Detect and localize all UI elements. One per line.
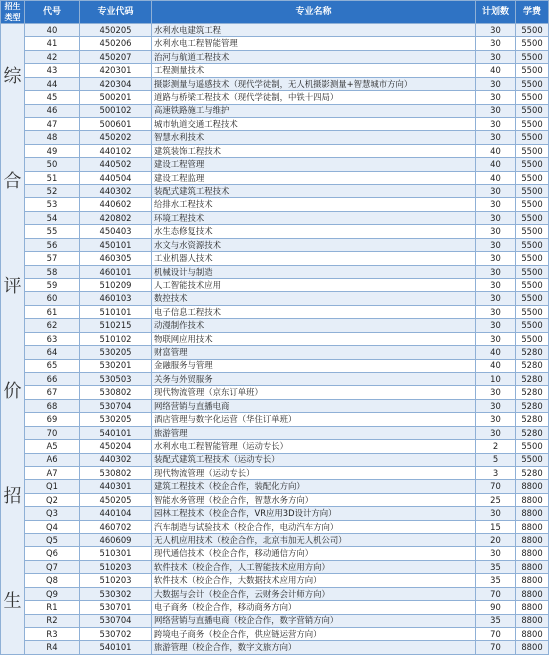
table-row [1,37,549,50]
major-name-cell: 物联网应用技术 [152,332,476,345]
header-fee: 学费 [516,1,549,24]
code-cell: R4 [25,641,80,655]
major-code-cell: 510203 [80,574,152,587]
major-code-cell: 530704 [80,399,152,412]
code-cell: 57 [25,252,80,265]
fee-cell: 8800 [516,493,549,506]
major-code-cell: 540101 [80,426,152,439]
major-code-cell: 420802 [80,211,152,224]
major-name-cell: 数控技术 [152,292,476,305]
code-cell: 58 [25,265,80,278]
major-name-cell: 关务与外贸服务 [152,372,476,385]
plan-cell: 35 [476,614,516,627]
plan-cell: 30 [476,211,516,224]
major-name-cell: 无人机应用技术（校企合作，北京韦加无人机公司） [152,534,476,547]
plan-cell: 30 [476,104,516,117]
major-code-cell: 440104 [80,507,152,520]
table-row [1,252,549,265]
fee-cell: 5500 [516,77,549,90]
plan-cell: 70 [476,480,516,493]
major-code-cell: 510215 [80,319,152,332]
major-code-cell: 450403 [80,225,152,238]
table-row [1,493,549,506]
major-name-cell: 财富管理 [152,346,476,359]
fee-cell: 5500 [516,238,549,251]
code-cell: 48 [25,131,80,144]
code-cell: 50 [25,158,80,171]
major-name-cell: 工程测量技术 [152,64,476,77]
fee-cell: 5500 [516,198,549,211]
fee-cell: 8800 [516,614,549,627]
plan-cell: 35 [476,574,516,587]
major-code-cell: 510102 [80,332,152,345]
code-cell: Q9 [25,587,80,600]
table-row [1,305,549,318]
code-cell: 63 [25,332,80,345]
major-name-cell: 装配式建筑工程技术（运动专长） [152,453,476,466]
fee-cell: 5500 [516,453,549,466]
major-name-cell: 摄影测量与遥感技术（现代学徒制，无人机摄影测量+智慧城市方向） [152,77,476,90]
major-name-cell: 金融服务与管理 [152,359,476,372]
plan-cell: 30 [476,50,516,63]
major-name-cell: 现代通信技术（校企合作，移动通信方向） [152,547,476,560]
code-cell: 49 [25,144,80,157]
plan-cell: 30 [476,319,516,332]
plan-cell: 30 [476,198,516,211]
major-name-cell: 建筑装饰工程技术 [152,144,476,157]
major-code-cell: 420301 [80,64,152,77]
fee-cell: 5500 [516,292,549,305]
fee-cell: 8800 [516,480,549,493]
major-name-cell: 环境工程技术 [152,211,476,224]
table-row [1,144,549,157]
code-cell: Q8 [25,574,80,587]
plan-cell: 30 [476,426,516,439]
table-row [1,453,549,466]
plan-cell: 25 [476,493,516,506]
major-code-cell: 440602 [80,198,152,211]
table-row [1,319,549,332]
plan-cell: 40 [476,64,516,77]
table-row [1,574,549,587]
fee-cell: 8800 [516,641,549,655]
fee-cell: 5280 [516,359,549,372]
major-name-cell: 软件技术（校企合作，人工智能技术应用方向） [152,560,476,573]
fee-cell: 5280 [516,386,549,399]
major-name-cell: 动漫制作技术 [152,319,476,332]
fee-cell: 8800 [516,507,549,520]
table-header-row [1,1,549,24]
major-code-cell: 440302 [80,185,152,198]
major-name-cell: 现代物流管理（京东订单班） [152,386,476,399]
plan-cell: 40 [476,346,516,359]
table-row [1,507,549,520]
fee-cell: 8800 [516,534,549,547]
table-row [1,104,549,117]
major-code-cell: 450205 [80,24,152,37]
table-row [1,158,549,171]
major-name-cell: 旅游管理 [152,426,476,439]
fee-cell: 8800 [516,574,549,587]
plan-cell: 2 [476,440,516,453]
major-name-cell: 水生态修复技术 [152,225,476,238]
major-name-cell: 电子商务（校企合作，移动商务方向） [152,601,476,614]
table-body [1,24,549,655]
fee-cell: 5500 [516,37,549,50]
category-char: 价 [3,380,22,402]
major-code-cell: 530702 [80,627,152,640]
major-name-cell: 建筑工程技术（校企合作，装配化方向） [152,480,476,493]
table-row [1,91,549,104]
fee-cell: 5500 [516,171,549,184]
table-row [1,413,549,426]
table-row [1,64,549,77]
code-cell: 65 [25,359,80,372]
plan-cell: 30 [476,332,516,345]
major-name-cell: 工业机器人技术 [152,252,476,265]
table-row [1,641,549,655]
code-cell: 60 [25,292,80,305]
plan-cell: 30 [476,386,516,399]
category-cell [1,24,25,655]
code-cell: Q4 [25,520,80,533]
major-name-cell: 软件技术（校企合作，大数据技术应用方向） [152,574,476,587]
table-row [1,534,549,547]
header-code: 代号 [25,1,80,24]
major-name-cell: 智能水务管理（校企合作，智慧水务方向） [152,493,476,506]
fee-cell: 5500 [516,117,549,130]
major-code-cell: 530802 [80,466,152,479]
plan-cell: 30 [476,265,516,278]
major-name-cell: 酒店管理与数字化运营（华住订单班） [152,413,476,426]
category-char: 合 [3,170,22,192]
fee-cell: 5500 [516,131,549,144]
code-cell: 51 [25,171,80,184]
category-char: 评 [3,275,22,297]
major-name-cell: 建设工程监理 [152,171,476,184]
plan-cell: 30 [476,225,516,238]
plan-cell: 30 [476,399,516,412]
code-cell: Q5 [25,534,80,547]
major-code-cell: 450202 [80,131,152,144]
plan-cell: 30 [476,91,516,104]
fee-cell: 5280 [516,372,549,385]
code-cell: A6 [25,453,80,466]
code-cell: 68 [25,399,80,412]
plan-cell: 30 [476,413,516,426]
fee-cell: 5500 [516,64,549,77]
table-row [1,587,549,600]
fee-cell: 5280 [516,399,549,412]
code-cell: 59 [25,279,80,292]
fee-cell: 5500 [516,91,549,104]
plan-cell: 30 [476,547,516,560]
fee-cell: 8800 [516,547,549,560]
header-major-code: 专业代码 [80,1,152,24]
table-row [1,279,549,292]
code-cell: 54 [25,211,80,224]
major-name-cell: 道路与桥梁工程技术（现代学徒制，中铁十四局） [152,91,476,104]
major-code-cell: 450101 [80,238,152,251]
table-row [1,50,549,63]
major-name-cell: 机械设计与制造 [152,265,476,278]
plan-cell: 40 [476,359,516,372]
major-code-cell: 420304 [80,77,152,90]
fee-cell: 5500 [516,279,549,292]
fee-cell: 8800 [516,520,549,533]
plan-cell: 30 [476,279,516,292]
major-name-cell: 高速铁路施工与维护 [152,104,476,117]
major-code-cell: 530205 [80,413,152,426]
header-category: 招生类型 [1,1,25,24]
major-code-cell: 500102 [80,104,152,117]
code-cell: R2 [25,614,80,627]
code-cell: A5 [25,440,80,453]
fee-cell: 5280 [516,346,549,359]
table-row [1,292,549,305]
fee-cell: 5500 [516,185,549,198]
table-row [1,466,549,479]
table-row [1,480,549,493]
fee-cell: 5500 [516,225,549,238]
major-code-cell: 530704 [80,614,152,627]
plan-cell: 70 [476,641,516,655]
major-code-cell: 440504 [80,171,152,184]
fee-cell: 5500 [516,319,549,332]
major-code-cell: 460103 [80,292,152,305]
category-label [1,24,24,654]
major-code-cell: 510101 [80,305,152,318]
table-row [1,372,549,385]
major-code-cell: 450207 [80,50,152,63]
fee-cell: 5280 [516,426,549,439]
plan-cell: 3 [476,466,516,479]
code-cell: 61 [25,305,80,318]
code-cell: Q7 [25,560,80,573]
major-name-cell: 网络营销与直播电商（校企合作，数字营销方向） [152,614,476,627]
fee-cell: 5280 [516,413,549,426]
code-cell: A7 [25,466,80,479]
table-row [1,560,549,573]
code-cell: 41 [25,37,80,50]
table-row [1,440,549,453]
major-code-cell: 450205 [80,493,152,506]
plan-cell: 30 [476,305,516,318]
major-code-cell: 530302 [80,587,152,600]
major-code-cell: 500201 [80,91,152,104]
major-code-cell: 440102 [80,144,152,157]
fee-cell: 5500 [516,305,549,318]
major-name-cell: 建设工程管理 [152,158,476,171]
major-name-cell: 人工智能技术应用 [152,279,476,292]
category-char: 招 [3,485,22,507]
table-row [1,238,549,251]
table-row [1,547,549,560]
plan-cell: 30 [476,77,516,90]
fee-cell: 5500 [516,50,549,63]
fee-cell: 5500 [516,252,549,265]
table-row [1,346,549,359]
major-code-cell: 530503 [80,372,152,385]
major-name-cell: 电子信息工程技术 [152,305,476,318]
code-cell: 40 [25,24,80,37]
plan-cell: 30 [476,24,516,37]
code-cell: 52 [25,185,80,198]
plan-cell: 40 [476,158,516,171]
major-code-cell: 440302 [80,453,152,466]
code-cell: Q1 [25,480,80,493]
plan-cell: 90 [476,601,516,614]
plan-cell: 30 [476,238,516,251]
code-cell: 55 [25,225,80,238]
major-name-cell: 园林工程技术（校企合作，VR应用3D设计方向） [152,507,476,520]
table-row [1,211,549,224]
plan-cell: 70 [476,587,516,600]
table-row [1,225,549,238]
major-code-cell: 540101 [80,641,152,655]
major-name-cell: 治河与航道工程技术 [152,50,476,63]
code-cell: R3 [25,627,80,640]
plan-cell: 30 [476,117,516,130]
table-row [1,614,549,627]
code-cell: Q6 [25,547,80,560]
table-row [1,77,549,90]
fee-cell: 5500 [516,265,549,278]
major-code-cell: 530205 [80,346,152,359]
major-code-cell: 460101 [80,265,152,278]
table-row [1,399,549,412]
major-name-cell: 跨境电子商务（校企合作，供应链运营方向） [152,627,476,640]
header-major-name: 专业名称 [152,1,476,24]
major-code-cell: 510301 [80,547,152,560]
table-row [1,185,549,198]
table-row [1,198,549,211]
major-name-cell: 网络营销与直播电商 [152,399,476,412]
fee-cell: 5500 [516,158,549,171]
plan-cell: 30 [476,292,516,305]
table-row [1,171,549,184]
code-cell: R1 [25,601,80,614]
major-name-cell: 智慧水利技术 [152,131,476,144]
major-name-cell: 城市轨道交通工程技术 [152,117,476,130]
fee-cell: 5500 [516,144,549,157]
code-cell: 53 [25,198,80,211]
fee-cell: 5500 [516,104,549,117]
fee-cell: 8800 [516,560,549,573]
table-row [1,601,549,614]
major-name-cell: 旅游管理（校企合作，数字文旅方向） [152,641,476,655]
major-name-cell: 水利水电工程智能管理（运动专长） [152,440,476,453]
table-row [1,627,549,640]
major-name-cell: 大数据与会计（校企合作，云财务会计师方向） [152,587,476,600]
plan-cell: 5 [476,453,516,466]
fee-cell: 5500 [516,332,549,345]
fee-cell: 5280 [516,466,549,479]
code-cell: 62 [25,319,80,332]
plan-cell: 40 [476,144,516,157]
code-cell: Q3 [25,507,80,520]
fee-cell: 8800 [516,587,549,600]
code-cell: 44 [25,77,80,90]
plan-cell: 70 [476,627,516,640]
plan-cell: 30 [476,131,516,144]
major-name-cell: 装配式建筑工程技术 [152,185,476,198]
plan-cell: 15 [476,520,516,533]
plan-cell: 30 [476,185,516,198]
code-cell: 70 [25,426,80,439]
plan-cell: 35 [476,560,516,573]
category-char: 综 [3,65,22,87]
table-row [1,265,549,278]
major-code-cell: 440502 [80,158,152,171]
major-code-cell: 450206 [80,37,152,50]
major-code-cell: 510203 [80,560,152,573]
major-name-cell: 水文与水资源技术 [152,238,476,251]
code-cell: 66 [25,372,80,385]
major-code-cell: 530802 [80,386,152,399]
code-cell: 56 [25,238,80,251]
table-row [1,359,549,372]
plan-cell: 10 [476,372,516,385]
major-code-cell: 510209 [80,279,152,292]
code-cell: 42 [25,50,80,63]
table-row [1,24,549,37]
code-cell: Q2 [25,493,80,506]
table-row [1,386,549,399]
major-code-cell: 530201 [80,359,152,372]
plan-cell: 40 [476,171,516,184]
fee-cell: 8800 [516,601,549,614]
plan-cell: 30 [476,507,516,520]
major-code-cell: 450204 [80,440,152,453]
major-name-cell: 给排水工程技术 [152,198,476,211]
table-row [1,426,549,439]
major-name-cell: 汽车制造与试验技术（校企合作，电动汽车方向） [152,520,476,533]
fee-cell: 8800 [516,627,549,640]
major-code-cell: 460702 [80,520,152,533]
major-code-cell: 460609 [80,534,152,547]
major-name-cell: 水利水电建筑工程 [152,24,476,37]
code-cell: 69 [25,413,80,426]
plan-cell: 30 [476,252,516,265]
code-cell: 43 [25,64,80,77]
code-cell: 45 [25,91,80,104]
code-cell: 46 [25,104,80,117]
major-code-cell: 530701 [80,601,152,614]
code-cell: 47 [25,117,80,130]
table-row [1,332,549,345]
table-row [1,117,549,130]
major-code-cell: 440301 [80,480,152,493]
header-plan: 计划数 [476,1,516,24]
major-name-cell: 现代物流管理（运动专长） [152,466,476,479]
code-cell: 67 [25,386,80,399]
table-row [1,520,549,533]
fee-cell: 5500 [516,211,549,224]
fee-cell: 5500 [516,440,549,453]
fee-cell: 5500 [516,24,549,37]
major-name-cell: 水利水电工程智能管理 [152,37,476,50]
major-code-cell: 500601 [80,117,152,130]
plan-cell: 20 [476,534,516,547]
table-row [1,131,549,144]
plan-cell: 30 [476,37,516,50]
category-char: 生 [3,590,22,612]
major-code-cell: 460305 [80,252,152,265]
code-cell: 64 [25,346,80,359]
